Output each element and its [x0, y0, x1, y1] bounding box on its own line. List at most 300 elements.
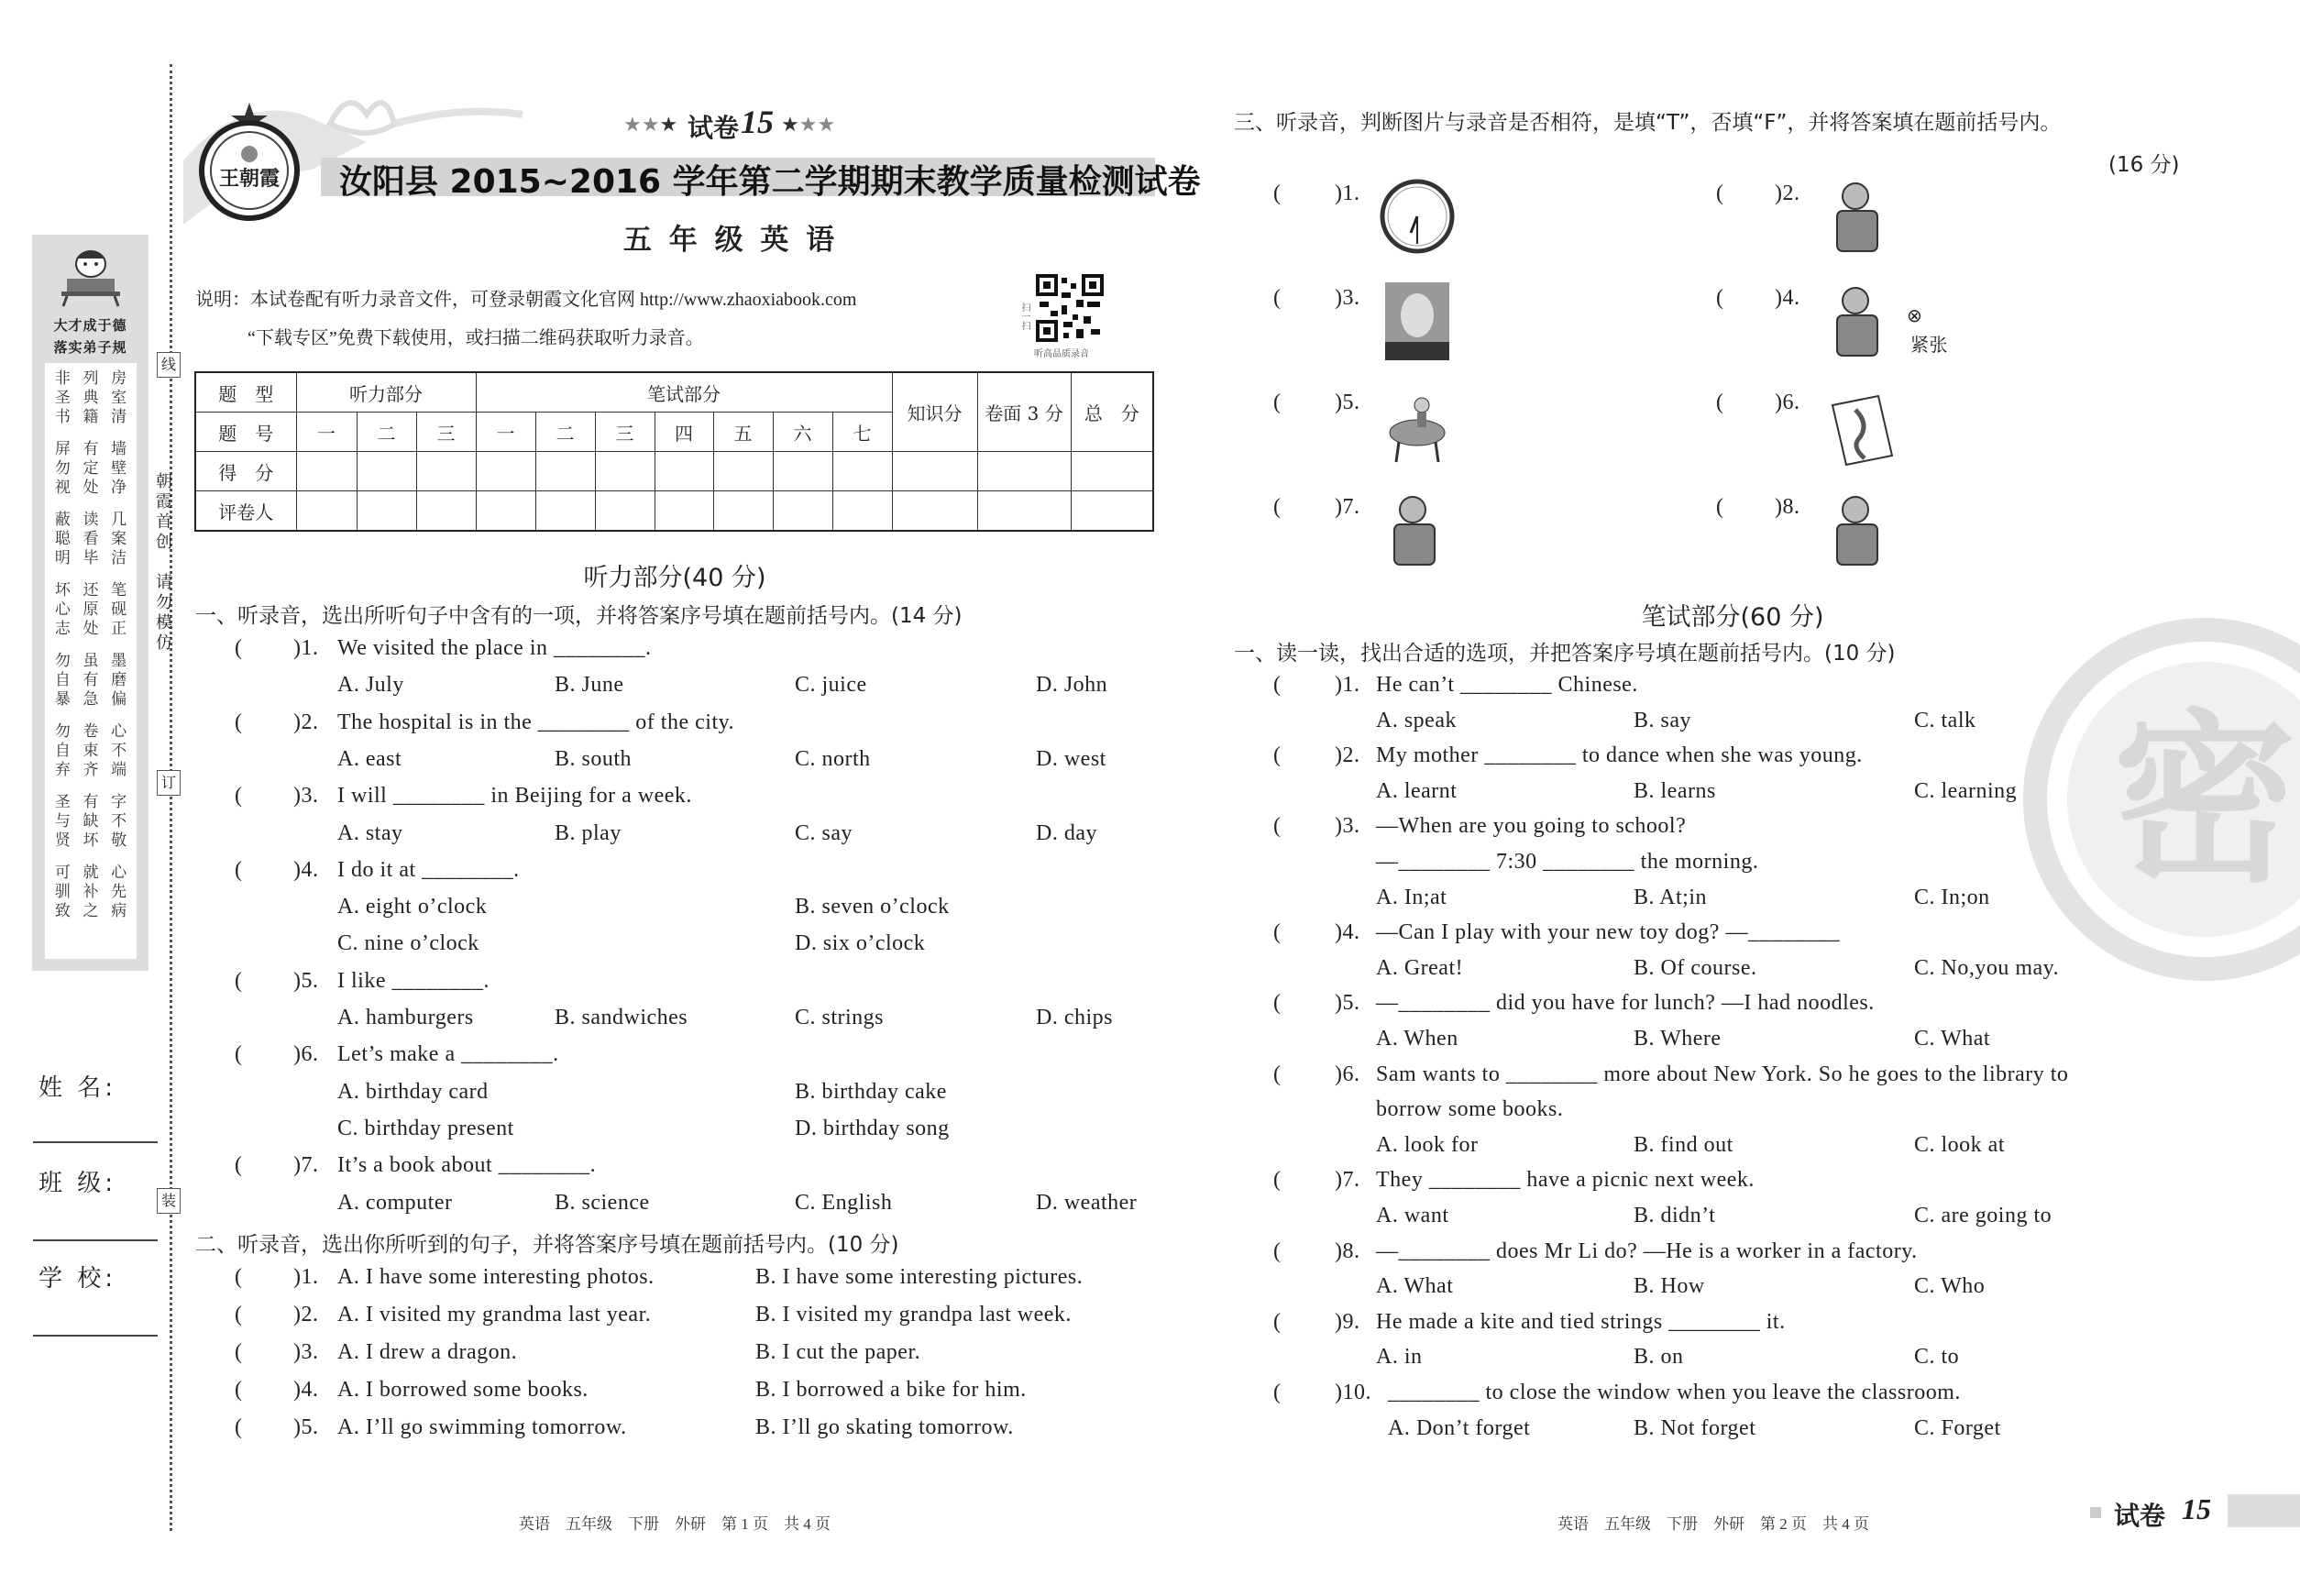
- poem-char: 列: [83, 369, 99, 387]
- option[interactable]: C. Forget: [1914, 1415, 2001, 1440]
- answer-bracket[interactable]: (: [235, 1378, 243, 1402]
- poem-char: 心: [111, 864, 127, 881]
- poem-gap: [49, 426, 77, 439]
- option[interactable]: C. No,you may.: [1914, 955, 2060, 980]
- section-number: 七: [832, 413, 892, 452]
- section-number: 一: [476, 413, 535, 452]
- clock-picture: [1376, 178, 1458, 256]
- option[interactable]: D. day: [1036, 820, 1097, 845]
- poem-char: 自: [54, 742, 71, 759]
- row-label-score: 得 分: [195, 452, 296, 491]
- svg-text:密: 密: [2112, 694, 2297, 908]
- row-label-type: 题 型: [195, 372, 296, 413]
- option[interactable]: B. science: [555, 1190, 650, 1215]
- option[interactable]: C. talk: [1914, 708, 1976, 732]
- question-number: )1.: [1335, 673, 1360, 697]
- section-number: 二: [357, 413, 416, 452]
- answer-bracket[interactable]: (: [235, 1153, 243, 1178]
- answer-bracket[interactable]: (: [1273, 1238, 1282, 1263]
- score-cell[interactable]: [1071, 452, 1153, 491]
- poem-char: 偏: [111, 690, 127, 708]
- answer-bracket[interactable]: (: [1716, 391, 1724, 414]
- option[interactable]: B. Of course.: [1634, 955, 1757, 980]
- nervous-boy-picture: [1819, 282, 1901, 360]
- answer-bracket[interactable]: (: [1273, 1309, 1282, 1334]
- question-stem: They ________ have a picnic next week.: [1376, 1168, 1755, 1193]
- option[interactable]: A. birthday card: [337, 1079, 489, 1104]
- grader-cell[interactable]: [296, 491, 357, 532]
- answer-bracket[interactable]: (: [1716, 495, 1724, 519]
- section-number: 四: [655, 413, 713, 452]
- answer-bracket[interactable]: (: [235, 784, 243, 809]
- question-stem: I do it at ________.: [337, 857, 520, 882]
- score-cell[interactable]: [977, 452, 1071, 491]
- option[interactable]: B. sandwiches: [555, 1006, 688, 1029]
- dizigui-poem: [45, 363, 137, 959]
- poem-char: 砚: [111, 600, 127, 618]
- poem-char: 蔽: [54, 511, 71, 528]
- grader-cell[interactable]: [416, 491, 476, 532]
- question-number: )5.: [1335, 391, 1360, 414]
- poem-char: 可: [54, 864, 71, 881]
- poem-char: 就: [83, 864, 99, 881]
- option[interactable]: A. What: [1376, 1274, 1454, 1299]
- poem-char: 磨: [111, 671, 127, 688]
- badge-number: 15: [2182, 1492, 2211, 1525]
- poem-gap: [105, 779, 133, 792]
- question-number: )2.: [1335, 743, 1360, 768]
- poem-gap: [49, 497, 77, 510]
- option[interactable]: A. speak: [1376, 708, 1457, 732]
- exam-title: 汝阳县 2015~2016 学年第二学期期末教学质量检测试卷: [339, 163, 1201, 201]
- grader-cell[interactable]: [476, 491, 535, 532]
- header-total: 总 分: [1071, 372, 1153, 452]
- poem-gap: [77, 567, 105, 580]
- poem-char: 有: [83, 440, 99, 457]
- answer-bracket[interactable]: (: [1273, 743, 1282, 768]
- answer-bracket[interactable]: (: [235, 857, 243, 882]
- header-writing: 笔试部分: [476, 372, 892, 413]
- badge-deco-icon: [2090, 1507, 2101, 1518]
- poem-char: 驯: [54, 883, 71, 900]
- question-number: )7.: [293, 1153, 319, 1178]
- question-number: )2.: [293, 710, 319, 734]
- question-stem: —________ did you have for lunch? —I had noodles.: [1376, 991, 1875, 1016]
- option[interactable]: B. June: [555, 673, 624, 698]
- poem-char: 不: [111, 812, 127, 830]
- zhaoxia-logo-icon: [196, 103, 303, 222]
- answer-bracket[interactable]: (: [1273, 920, 1282, 945]
- listening-part1-instruction: 一、听录音，选出所听句子中含有的一项，并将答案序号填在题前括号内。(14 分): [195, 604, 963, 628]
- grader-cell[interactable]: [892, 491, 977, 532]
- option[interactable]: B. south: [555, 746, 633, 771]
- score-cell[interactable]: [655, 452, 713, 491]
- poem-char: 室: [111, 389, 127, 406]
- question-number: )5.: [293, 1415, 319, 1439]
- name-input-line[interactable]: [33, 1141, 158, 1143]
- answer-bracket[interactable]: (: [235, 968, 243, 993]
- poem-char: 看: [83, 530, 99, 547]
- poem-char: 端: [111, 761, 127, 778]
- poem-gap: [77, 779, 105, 792]
- answer-bracket[interactable]: (: [1273, 1168, 1282, 1193]
- option-b[interactable]: B. I visited my grandpa last week.: [755, 1303, 1072, 1326]
- poem-char: 处: [83, 620, 99, 637]
- poem-char: 墨: [111, 652, 127, 669]
- poem-char: 原: [83, 600, 99, 618]
- question-number: )6.: [1335, 1062, 1360, 1086]
- question-number: )2.: [293, 1303, 319, 1326]
- poem-gap: [77, 709, 105, 721]
- option[interactable]: A. Great!: [1376, 955, 1464, 980]
- answer-bracket[interactable]: (: [235, 636, 243, 660]
- grader-cell[interactable]: [595, 491, 655, 532]
- question-number: )8.: [1775, 495, 1800, 519]
- option[interactable]: B. didn’t: [1634, 1204, 1716, 1227]
- option[interactable]: C. birthday present: [337, 1116, 514, 1140]
- poem-char: 敬: [111, 831, 127, 849]
- poem-gap: [49, 638, 77, 651]
- question-number: )7.: [1335, 1168, 1360, 1193]
- option-a[interactable]: A. I have some interesting photos.: [337, 1265, 655, 1289]
- poem-char: 圣: [54, 793, 71, 810]
- option[interactable]: C. learning: [1914, 778, 2018, 803]
- grader-cell[interactable]: [773, 491, 832, 532]
- girl-photo: [1376, 282, 1458, 360]
- option[interactable]: B. seven o’clock: [795, 895, 950, 919]
- question-number: )7.: [1335, 495, 1360, 519]
- option-b[interactable]: B. I’ll go skating tomorrow.: [755, 1415, 1014, 1439]
- poem-char: 病: [111, 902, 127, 919]
- question-stem: ________ to close the window when you leave the classroom.: [1388, 1381, 1961, 1404]
- option[interactable]: A. in: [1376, 1345, 1423, 1370]
- option-b[interactable]: B. I borrowed a bike for him.: [755, 1378, 1027, 1402]
- question-number: )5.: [293, 968, 319, 993]
- poem-char: 急: [83, 690, 99, 708]
- score-cell[interactable]: [773, 452, 832, 491]
- option[interactable]: D. west: [1036, 746, 1106, 771]
- poem-char: 书: [54, 408, 71, 425]
- grader-cell[interactable]: [832, 491, 892, 532]
- option[interactable]: C. to: [1914, 1345, 1960, 1370]
- option[interactable]: A. hamburgers: [337, 1006, 474, 1029]
- option[interactable]: C. north: [795, 746, 871, 771]
- option[interactable]: B. birthday cake: [795, 1079, 947, 1104]
- section-number: 二: [535, 413, 595, 452]
- option-b[interactable]: B. I have some interesting pictures.: [755, 1265, 1084, 1289]
- paper-number: 15: [741, 104, 774, 140]
- option[interactable]: B. learns: [1634, 778, 1716, 803]
- poem-char: 笔: [111, 581, 127, 599]
- footer-left: 英语 五年级 下册 外研 第 1 页 共 4 页: [519, 1515, 831, 1533]
- grader-cell[interactable]: [977, 491, 1071, 532]
- question-stem: The hospital is in the ________ of the city.: [337, 710, 735, 734]
- answer-bracket[interactable]: (: [1716, 286, 1724, 310]
- page-badge: [2108, 1494, 2300, 1533]
- poem-gap: [105, 497, 133, 510]
- answer-bracket[interactable]: (: [1273, 1062, 1282, 1086]
- question-number: )6.: [293, 1042, 319, 1067]
- question-stem: I will ________ in Beijing for a week.: [337, 784, 692, 809]
- question-number: )9.: [1335, 1309, 1360, 1334]
- poem-char: 有: [83, 671, 99, 688]
- paper-label: 试卷: [688, 113, 740, 143]
- binding-dotted-line: [170, 64, 172, 1531]
- grader-cell[interactable]: [713, 491, 773, 532]
- poem-char: 弃: [54, 761, 71, 778]
- class-label: 班 级:: [39, 1170, 117, 1197]
- question-stem: My mother ________ to dance when she was young.: [1376, 743, 1863, 768]
- question-stem: —When are you going to school?: [1376, 814, 1687, 839]
- answer-bracket[interactable]: (: [1273, 495, 1282, 519]
- question-number: )1.: [293, 636, 319, 660]
- boy-reading-picture: [1819, 491, 1901, 569]
- stars-right-icon: ★★★: [781, 114, 836, 137]
- motto-line-1: 大才成于德: [53, 317, 127, 334]
- answer-bracket[interactable]: (: [1273, 1381, 1282, 1404]
- poem-char: 束: [83, 742, 99, 759]
- logo-text: 王朝霞: [218, 167, 281, 191]
- secret-stamp-watermark: [2021, 616, 2300, 983]
- poem-gap: [77, 497, 105, 510]
- poem-char: 先: [111, 883, 127, 900]
- stars-left-icon: ★★★: [623, 114, 678, 137]
- score-cell[interactable]: [832, 452, 892, 491]
- section-number: 六: [773, 413, 832, 452]
- poem-char: 明: [54, 549, 71, 567]
- answer-bracket[interactable]: (: [235, 710, 243, 734]
- poem-gap: [77, 638, 105, 651]
- grader-cell[interactable]: [535, 491, 595, 532]
- poem-char: 补: [83, 883, 99, 900]
- option[interactable]: A. east: [337, 746, 402, 771]
- option[interactable]: D. birthday song: [795, 1116, 950, 1140]
- option[interactable]: A. July: [337, 673, 404, 698]
- score-cell[interactable]: [416, 452, 476, 491]
- question-number: )4.: [1775, 286, 1800, 310]
- row-label-grader: 评卷人: [195, 491, 296, 532]
- poem-char: 壁: [111, 459, 127, 477]
- answer-bracket[interactable]: (: [1273, 182, 1282, 205]
- poem-char: 有: [83, 793, 99, 810]
- question-stem: —Can I play with your new toy dog? —________: [1376, 920, 1840, 945]
- question-stem: It’s a book about ________.: [337, 1153, 597, 1178]
- poem-char: 聪: [54, 530, 71, 547]
- grader-cell[interactable]: [357, 491, 416, 532]
- option[interactable]: A. stay: [337, 820, 403, 845]
- grader-cell[interactable]: [1071, 491, 1153, 532]
- poem-char: 正: [111, 620, 127, 637]
- poem-char: 字: [111, 793, 127, 810]
- row-label-number: 题 号: [195, 413, 296, 452]
- poem-char: 净: [111, 479, 127, 496]
- section-number: 三: [595, 413, 655, 452]
- option-a[interactable]: A. I borrowed some books.: [337, 1378, 589, 1402]
- poem-char: 几: [111, 511, 127, 528]
- poem-char: 致: [54, 902, 71, 919]
- question-number: )5.: [1335, 991, 1360, 1016]
- option[interactable]: C. English: [795, 1190, 893, 1215]
- writing-heading: 笔试部分(60 分): [1641, 603, 1824, 632]
- score-cell[interactable]: [535, 452, 595, 491]
- header-knowledge: 知识分: [892, 372, 977, 452]
- answer-bracket[interactable]: (: [235, 1042, 243, 1067]
- girl-riding-horse-picture: [1376, 387, 1458, 465]
- poem-char: 心: [54, 600, 71, 618]
- option[interactable]: B. find out: [1634, 1132, 1733, 1157]
- score-table: [194, 371, 1154, 532]
- header-listening: 听力部分: [296, 372, 476, 413]
- poem-char: 心: [111, 722, 127, 740]
- question-stem: We visited the place in ________.: [337, 636, 652, 660]
- answer-bracket[interactable]: (: [1273, 286, 1282, 310]
- option[interactable]: C. say: [795, 820, 853, 845]
- option[interactable]: C. nine o’clock: [337, 931, 479, 956]
- poem-grid: [45, 363, 137, 926]
- poem-char: 籍: [83, 408, 99, 425]
- option[interactable]: D. weather: [1036, 1190, 1138, 1215]
- score-cell[interactable]: [713, 452, 773, 491]
- option[interactable]: C. juice: [795, 673, 867, 698]
- poem-char: 清: [111, 408, 127, 425]
- qr-caption: 听高品质录音: [1034, 349, 1089, 359]
- option[interactable]: D. chips: [1036, 1006, 1113, 1029]
- score-cell[interactable]: [595, 452, 655, 491]
- cross-mark-icon: ⊗: [1907, 304, 1923, 326]
- grader-cell[interactable]: [655, 491, 713, 532]
- poem-char: 坏: [54, 581, 71, 599]
- poem-gap: [105, 638, 133, 651]
- poem-char: 缺: [83, 812, 99, 830]
- motto-line-2: 落实弟子规: [53, 339, 127, 356]
- option[interactable]: C. In;on: [1914, 885, 1990, 909]
- question-stem: —________ 7:30 ________ the morning.: [1376, 850, 1759, 874]
- option[interactable]: A. learnt: [1376, 778, 1458, 803]
- question-stem: He can’t ________ Chinese.: [1376, 673, 1638, 697]
- poem-char: 房: [111, 369, 127, 387]
- option[interactable]: B. Where: [1634, 1027, 1722, 1051]
- question-stem: Let’s make a ________.: [337, 1042, 559, 1067]
- qr-code-icon[interactable]: [1036, 274, 1104, 342]
- question-number: )1.: [293, 1265, 319, 1289]
- option[interactable]: C. strings: [795, 1006, 885, 1029]
- listening-part3-instruction: 三、听录音，判断图片与录音是否相符，是填“T”，否填“F”，并将答案填在题前括号内。: [1234, 111, 2062, 135]
- poem-char: 毕: [83, 549, 99, 567]
- question-number: )8.: [1335, 1238, 1360, 1263]
- answer-bracket[interactable]: (: [1273, 991, 1282, 1016]
- option[interactable]: B. on: [1634, 1345, 1684, 1370]
- listening-heading: 听力部分(40 分): [583, 564, 766, 592]
- question-number: )3.: [293, 784, 319, 809]
- option[interactable]: B. say: [1634, 708, 1691, 732]
- poem-char: 典: [83, 389, 99, 406]
- question-number: )4.: [293, 1378, 319, 1402]
- poem-char: 洁: [111, 549, 127, 567]
- option[interactable]: C. are going to: [1914, 1204, 2052, 1227]
- option[interactable]: C. What: [1914, 1027, 1991, 1051]
- option-a[interactable]: A. I’ll go swimming tomorrow.: [337, 1415, 627, 1439]
- option[interactable]: D. John: [1036, 673, 1108, 698]
- poem-char: 之: [83, 902, 99, 919]
- note-line-2: “下载专区”免费下载使用，或扫描二维码获取听力录音。: [248, 328, 704, 348]
- man-on-phone-picture: [1819, 178, 1901, 256]
- poem-gap: [49, 779, 77, 792]
- score-cell[interactable]: [476, 452, 535, 491]
- poem-char: 定: [83, 459, 99, 477]
- cut-mark-line: 线: [157, 352, 181, 378]
- section-number: 三: [416, 413, 476, 452]
- option[interactable]: B. play: [555, 820, 622, 845]
- poem-gap: [105, 426, 133, 439]
- option-a[interactable]: A. I drew a dragon.: [337, 1340, 518, 1364]
- answer-bracket[interactable]: (: [235, 1340, 243, 1364]
- option[interactable]: B. How: [1634, 1274, 1705, 1299]
- option[interactable]: A. In;at: [1376, 885, 1447, 909]
- answer-bracket[interactable]: (: [235, 1265, 243, 1289]
- picture-note: 紧张: [1910, 334, 1948, 356]
- option-a[interactable]: A. I visited my grandma last year.: [337, 1303, 652, 1326]
- answer-bracket[interactable]: (: [1716, 182, 1724, 205]
- listening-part3-points: (16 分): [2108, 153, 2180, 177]
- option[interactable]: A. look for: [1376, 1132, 1479, 1157]
- question-stem: —________ does Mr Li do? —He is a worker in a factory.: [1376, 1238, 1918, 1263]
- option[interactable]: A. computer: [337, 1190, 453, 1215]
- poem-gap: [105, 709, 133, 721]
- poem-char: 处: [83, 479, 99, 496]
- poem-gap: [77, 426, 105, 439]
- question-stem: Sam wants to ________ more about New York. So he goes to the library to: [1376, 1062, 2069, 1086]
- listening-part2-instruction: 二、听录音，选出你所听到的句子，并将答案序号填在题前括号内。(10 分): [195, 1233, 899, 1257]
- poem-char: 勿: [54, 459, 71, 477]
- score-cell[interactable]: [357, 452, 416, 491]
- score-cell[interactable]: [892, 452, 977, 491]
- poem-gap: [49, 567, 77, 580]
- dragon-paper-cut-picture: [1819, 387, 1901, 465]
- option-b[interactable]: B. I cut the paper.: [755, 1340, 921, 1364]
- answer-bracket[interactable]: (: [1273, 814, 1282, 839]
- option[interactable]: B. At;in: [1634, 885, 1708, 909]
- question-stem: I like ________.: [337, 968, 490, 993]
- class-input-line[interactable]: [33, 1239, 158, 1241]
- option[interactable]: A. When: [1376, 1027, 1458, 1051]
- option[interactable]: A. eight o’clock: [337, 895, 488, 919]
- option[interactable]: D. six o’clock: [795, 931, 926, 956]
- note-line-1: 说明：本试卷配有听力录音文件，可登录朝霞文化官网 http://www.zhaoxiabook.com: [195, 290, 857, 310]
- section-number: 五: [713, 413, 773, 452]
- option[interactable]: A. Don’t forget: [1388, 1415, 1531, 1440]
- question-number: )3.: [1335, 814, 1360, 839]
- answer-bracket[interactable]: (: [235, 1415, 243, 1439]
- option[interactable]: C. look at: [1914, 1132, 2005, 1157]
- answer-bracket[interactable]: (: [1273, 673, 1282, 697]
- poem-gap: [105, 850, 133, 863]
- school-input-line[interactable]: [33, 1335, 158, 1337]
- copy-warning: 朝霞首创 请勿模仿: [153, 472, 172, 654]
- poem-char: 卷: [83, 722, 99, 740]
- answer-bracket[interactable]: (: [1273, 391, 1282, 414]
- score-cell[interactable]: [296, 452, 357, 491]
- option[interactable]: C. Who: [1914, 1274, 1986, 1299]
- poem-char: 还: [83, 581, 99, 599]
- question-number: )6.: [1775, 391, 1800, 414]
- answer-bracket[interactable]: (: [235, 1303, 243, 1326]
- question-number: )4.: [293, 857, 319, 882]
- writing-part1-instruction: 一、读一读，找出合适的选项，并把答案序号填在题前括号内。(10 分): [1234, 642, 1896, 666]
- poem-char: 圣: [54, 389, 71, 406]
- option[interactable]: B. Not forget: [1634, 1415, 1756, 1440]
- poem-char: 齐: [83, 761, 99, 778]
- option[interactable]: A. want: [1376, 1204, 1449, 1227]
